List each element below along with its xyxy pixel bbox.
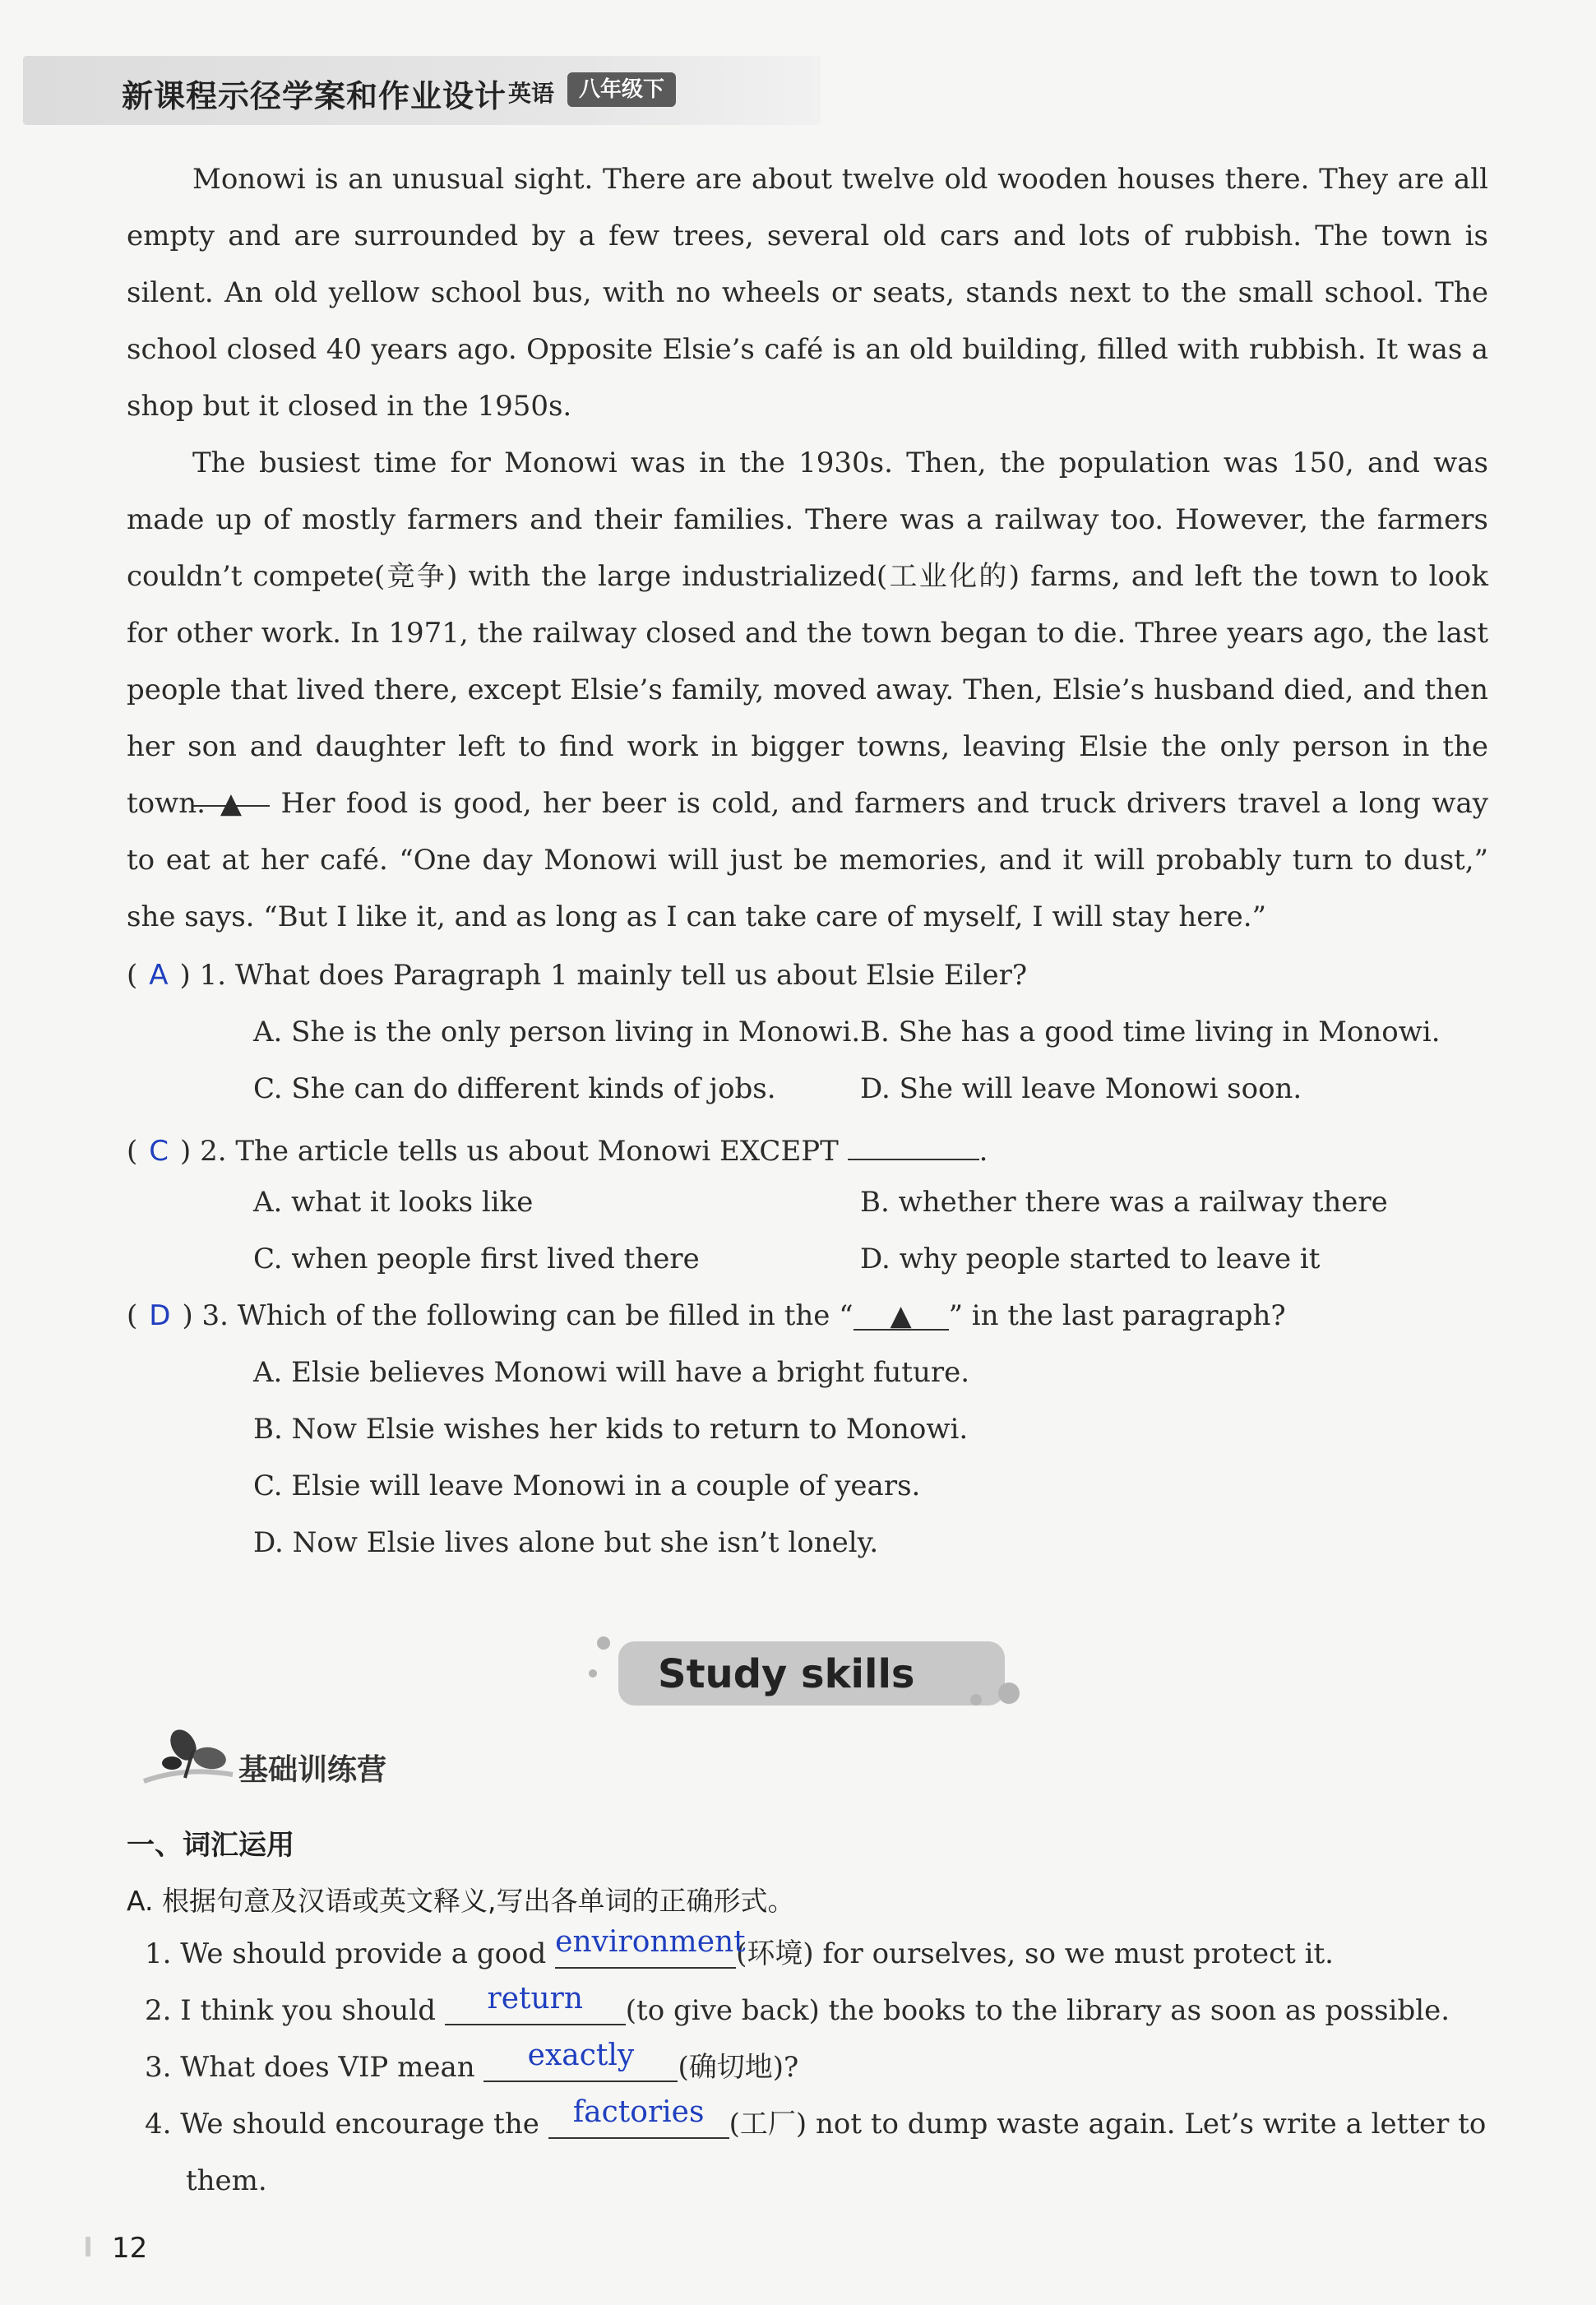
- question-3: ( D ) 3. Which of the following can be filled in the “ ▲ ” in the last paragraph?: [127, 1299, 1286, 1332]
- grade-badge: 八年级下: [567, 72, 676, 107]
- q1-option-a: A. She is the only person living in Monowi.: [253, 1016, 861, 1048]
- answer-3: D: [149, 1299, 171, 1332]
- section-heading: 基础训练营: [238, 1753, 387, 1787]
- question-1: ( A ) 1. What does Paragraph 1 mainly tell us about Elsie Eiler?: [127, 959, 1028, 992]
- answer-blank: [483, 2039, 678, 2082]
- item-text: (工厂) not to dump waste again. Let’s write a letter to: [729, 2108, 1487, 2141]
- answer-blank: [445, 1982, 626, 2025]
- question-3-stem-before: 3. Which of the following can be filled in the “: [201, 1299, 854, 1332]
- q3-option-d: D. Now Elsie lives alone but she isn’t lonely.: [253, 1526, 879, 1559]
- q2-option-c: C. when people first lived there: [253, 1243, 700, 1275]
- triangle-marker: ▲: [890, 1299, 912, 1332]
- banner-dot: [597, 1636, 610, 1650]
- filled-answer: return: [487, 1982, 584, 2016]
- banner-title: Study skills: [658, 1651, 915, 1697]
- vocab-item-4-continued: them.: [186, 2164, 267, 2197]
- vocab-item-3: [145, 2039, 799, 2084]
- part-instruction: A. 根据句意及汉语或英文释义,写出各单词的正确形式。: [127, 1885, 795, 1917]
- q1-option-c: C. She can do different kinds of jobs.: [253, 1072, 776, 1105]
- item-text: 2. I think you should: [145, 1994, 445, 2027]
- q3-option-a: A. Elsie believes Monowi will have a bright future.: [253, 1356, 970, 1389]
- item-text: (确切地)?: [678, 2051, 799, 2084]
- item-text: 4. We should encourage the: [145, 2108, 548, 2141]
- filled-answer: environment: [555, 1925, 746, 1959]
- subject-label: 英语: [508, 80, 555, 107]
- passage-paragraph-3: [127, 775, 1488, 946]
- filled-answer: exactly: [527, 2039, 635, 2072]
- leaf-icon: [136, 1725, 234, 1791]
- q3-option-b: B. Now Elsie wishes her kids to return to Monowi.: [253, 1413, 969, 1446]
- question-2: ( C ) 2. The article tells us about Monowi EXCEPT .: [127, 1129, 988, 1168]
- question-1-stem: 1. What does Paragraph 1 mainly tell us about Elsie Eiler?: [199, 959, 1028, 992]
- answer-2: C: [149, 1135, 169, 1168]
- q1-option-d: D. She will leave Monowi soon.: [860, 1072, 1302, 1105]
- question-3-stem-after: ” in the last paragraph?: [948, 1299, 1286, 1332]
- vocab-item-1: [145, 1925, 1334, 1970]
- question-2-stem: 2. The article tells us about Monowi EXCEPT: [200, 1135, 839, 1168]
- answer-blank: [548, 2095, 729, 2139]
- q2-option-d: D. why people started to leave it: [860, 1243, 1321, 1275]
- vocab-item-4: [145, 2095, 1487, 2141]
- item-text: 3. What does VIP mean: [145, 2051, 484, 2084]
- banner-dot: [998, 1682, 1020, 1704]
- blank-triangle-marker: ▲: [220, 787, 243, 820]
- item-text: 1. We should provide a good: [145, 1937, 556, 1970]
- answer-blank: [555, 1925, 746, 1969]
- filled-answer: factories: [572, 2095, 705, 2129]
- banner-dot: [589, 1669, 597, 1678]
- passage-paragraph-2: The busiest time for Monowi was in the 1930s. Then, the population was 150, and was made up of mostly farmers and their families. There was a railway too. However, the farmers couldn’t compete(竞争) with the large industrialized(工业化的) farms, and left the town to look for other work. In 1971, the railway closed and the town began to die. Three years ago, the last people that lived there, except Elsie’s family, moved away. Then, Elsie’s husband died, and then her son and daughter left to find work in bigger towns, leaving Elsie the only person in the town.: [127, 447, 1488, 820]
- item-text: (环境) for ourselves, so we must protect it.: [736, 1937, 1334, 1970]
- item-text: (to give back) the books to the library as soon as possible.: [625, 1994, 1450, 2027]
- paragraph-3-text: Her food is good, her beer is cold, and farmers and truck drivers travel a long way to eat at her café. “One day Monowi will just be memories, and it will probably turn to dust,” she says. “But I like it, and as long as I can take care of myself, I will stay here.”: [127, 787, 1488, 933]
- page-tick: [86, 2237, 90, 2256]
- banner-dot: [970, 1694, 982, 1706]
- question-2-blank: [848, 1129, 979, 1160]
- q2-option-a: A. what it looks like: [253, 1186, 534, 1219]
- page-number: 12: [112, 2232, 148, 2265]
- q2-option-b: B. whether there was a railway there: [860, 1186, 1388, 1219]
- q3-option-c: C. Elsie will leave Monowi in a couple of years.: [253, 1470, 921, 1502]
- passage-paragraph-1: Monowi is an unusual sight. There are about twelve old wooden houses there. They are all empty and are surrounded by a few trees, several old cars and lots of rubbish. The town is silent. An old yellow school bus, with no wheels or seats, stands next to the small school. The school closed 40 years ago. Opposite Elsie’s café is an old building, filled with rubbish. It was a shop but it closed in the 1950s.: [127, 163, 1488, 423]
- q1-option-b: B. She has a good time living in Monowi.: [860, 1016, 1441, 1048]
- part-heading: 一、词汇运用: [127, 1829, 294, 1862]
- answer-1: A: [149, 959, 169, 992]
- question-3-blank: [854, 1299, 949, 1331]
- book-title: 新课程示径学案和作业设计: [122, 78, 507, 114]
- passage-blank: [192, 775, 270, 820]
- vocab-item-2: [145, 1982, 1450, 2027]
